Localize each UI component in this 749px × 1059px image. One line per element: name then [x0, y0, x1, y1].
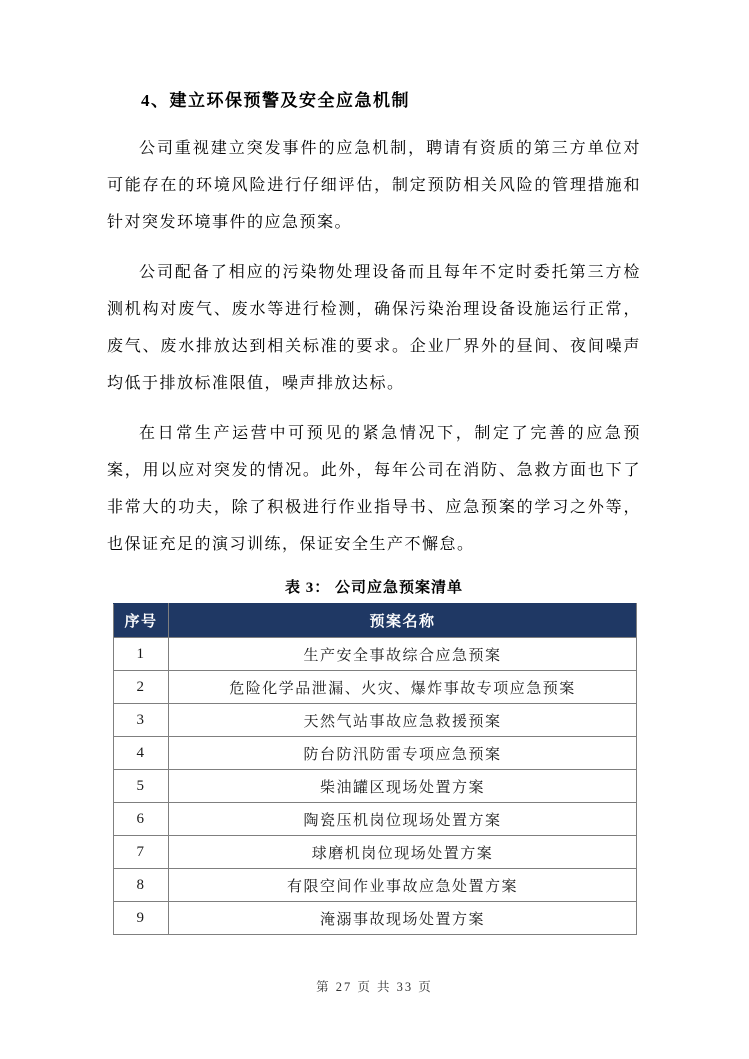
plan-name-cell: 生产安全事故综合应急预案 [169, 638, 637, 671]
row-index-cell: 4 [114, 737, 169, 770]
plan-name-cell: 柴油罐区现场处置方案 [169, 770, 637, 803]
table-row [114, 704, 637, 737]
plan-name-cell: 危险化学品泄漏、火灾、爆炸事故专项应急预案 [169, 671, 637, 704]
page-footer: 第 27 页 共 33 页 [316, 980, 433, 994]
emergency-plan-table [113, 603, 637, 935]
table-row [114, 869, 637, 902]
table-row [114, 902, 637, 935]
table-row [114, 770, 637, 803]
row-index-cell: 5 [114, 770, 169, 803]
row-index-cell: 6 [114, 803, 169, 836]
table-header-index: 序号 [114, 604, 169, 638]
table-row [114, 803, 637, 836]
row-index-cell: 3 [114, 704, 169, 737]
table-row [114, 638, 637, 671]
plan-name-cell: 陶瓷压机岗位现场处置方案 [169, 803, 637, 836]
plan-name-cell: 有限空间作业事故应急处置方案 [169, 869, 637, 902]
row-index-cell: 7 [114, 836, 169, 869]
section-heading: 4、建立环保预警及安全应急机制 [141, 91, 410, 110]
row-index-cell: 1 [114, 638, 169, 671]
plan-name-cell: 淹溺事故现场处置方案 [169, 902, 637, 935]
row-index-cell: 2 [114, 671, 169, 704]
row-index-cell: 9 [114, 902, 169, 935]
table-row [114, 836, 637, 869]
table-caption: 表 3： 公司应急预案清单 [284, 580, 463, 596]
table-row [114, 671, 637, 704]
paragraph-pollution-equipment: 公司配备了相应的污染物处理设备而且每年不定时委托第三方检测机构对废气、废水等进行检测，确保污染治理设备设施运行正常，废气、废水排放达到相关标准的要求。企业厂界外的昼间、夜间噪声均低于排放标准限值，噪声排放达标。 [107, 264, 641, 392]
table-header-row [114, 604, 637, 638]
plan-name-cell: 防台防汛防雷专项应急预案 [169, 737, 637, 770]
plan-name-cell: 球磨机岗位现场处置方案 [169, 836, 637, 869]
table-row [114, 737, 637, 770]
paragraph-daily-operations: 在日常生产运营中可预见的紧急情况下，制定了完善的应急预案，用以应对突发的情况。此外，每年公司在消防、急救方面也下了非常大的功夫，除了积极进行作业指导书、应急预案的学习之外等，也保证充足的演习训练，保证安全生产不懈怠。 [107, 425, 641, 553]
paragraph-emergency-mechanism: 公司重视建立突发事件的应急机制，聘请有资质的第三方单位对可能存在的环境风险进行仔细评估，制定预防相关风险的管理措施和针对突发环境事件的应急预案。 [107, 140, 641, 231]
table-header-plan-name: 预案名称 [169, 604, 637, 638]
row-index-cell: 8 [114, 869, 169, 902]
plan-name-cell: 天然气站事故应急救援预案 [169, 704, 637, 737]
